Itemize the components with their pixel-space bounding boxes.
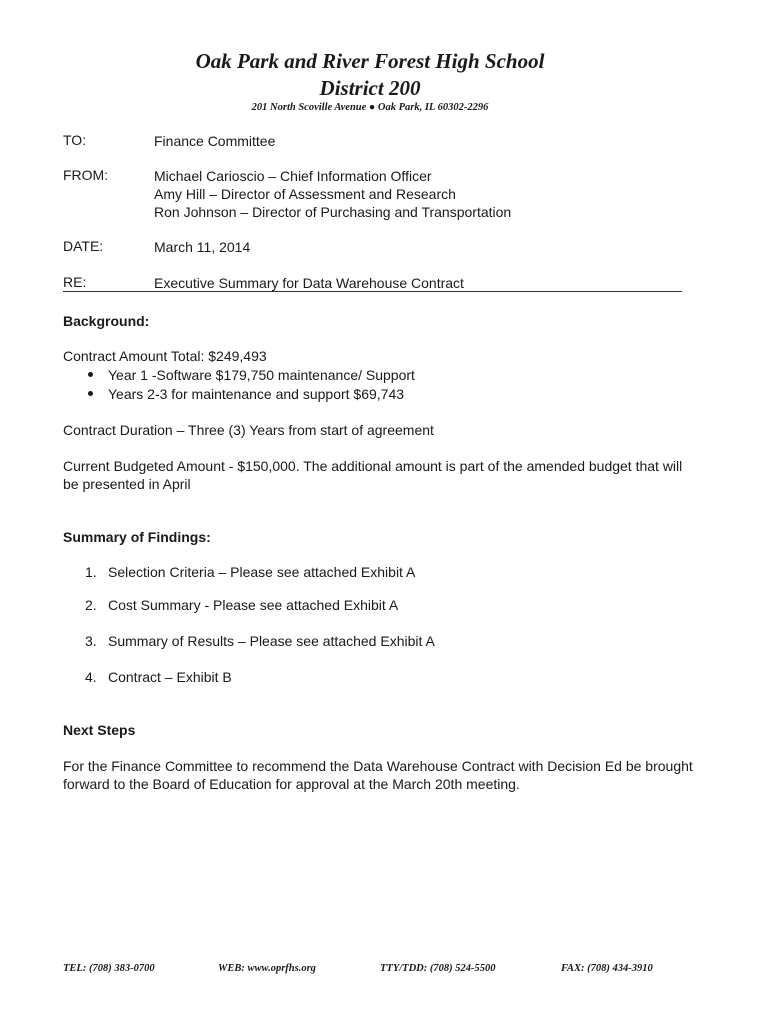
- contract-total: Contract Amount Total: $249,493: [63, 348, 267, 364]
- finding-number: 2.: [85, 597, 97, 613]
- re-value: Executive Summary for Data Warehouse Contract: [154, 275, 464, 291]
- district-title: District 200: [319, 76, 421, 100]
- finding-number: 1.: [85, 564, 97, 580]
- list-item: Years 2-3 for maintenance and support $69,743: [87, 385, 415, 404]
- re-label: RE:: [63, 274, 87, 290]
- to-value: Finance Committee: [154, 133, 276, 149]
- from-label: FROM:: [63, 167, 109, 183]
- contract-duration: Contract Duration – Three (3) Years from start of agreement: [63, 422, 434, 438]
- finding-item: [85, 633, 435, 649]
- findings-heading: Summary of Findings:: [63, 529, 211, 545]
- finding-item: [85, 564, 415, 580]
- from-list: [154, 167, 511, 221]
- footer-fax: FAX: (708) 434-3910: [561, 963, 653, 974]
- finding-number: 3.: [85, 633, 97, 649]
- next-steps-text: For the Finance Committee to recommend the Data Warehouse Contract with Decision Ed be brought forward to the Board of Education for approval at the March 20th meeting.: [63, 758, 693, 792]
- footer-tty: TTY/TDD: (708) 524-5500: [380, 963, 496, 974]
- background-heading: Background:: [63, 313, 150, 329]
- finding-text: Contract – Exhibit B: [108, 669, 232, 685]
- cost-bullet-list: [87, 366, 415, 403]
- next-steps-heading: Next Steps: [63, 722, 136, 738]
- finding-text: Summary of Results – Please see attached Exhibit A: [108, 633, 435, 649]
- finding-text: Cost Summary - Please see attached Exhibit A: [108, 597, 399, 613]
- to-label: TO:: [63, 132, 87, 148]
- footer-website: WEB: www.oprfhs.org: [218, 963, 316, 974]
- from-value: Amy Hill – Director of Assessment and Research: [154, 186, 456, 202]
- from-value: Michael Carioscio – Chief Information Officer: [154, 168, 432, 184]
- list-item: Year 1 -Software $179,750 maintenance/ Support: [87, 366, 415, 385]
- date-value: March 11, 2014: [154, 239, 251, 255]
- date-label: DATE:: [63, 238, 104, 254]
- finding-item: [85, 597, 398, 613]
- from-value: Ron Johnson – Director of Purchasing and Transportation: [154, 204, 512, 220]
- finding-item: [85, 669, 232, 685]
- budgeted-amount: Current Budgeted Amount - $150,000. The additional amount is part of the amended budget that will be presented in April: [63, 458, 683, 492]
- school-address: 201 North Scoville Avenue ● Oak Park, IL 60302-2296: [251, 102, 489, 113]
- school-name: Oak Park and River Forest High School: [195, 49, 545, 73]
- finding-number: 4.: [85, 669, 97, 685]
- header-divider: [63, 291, 682, 292]
- finding-text: Selection Criteria – Please see attached Exhibit A: [108, 564, 416, 580]
- footer-phone: TEL: (708) 383-0700: [63, 963, 155, 974]
